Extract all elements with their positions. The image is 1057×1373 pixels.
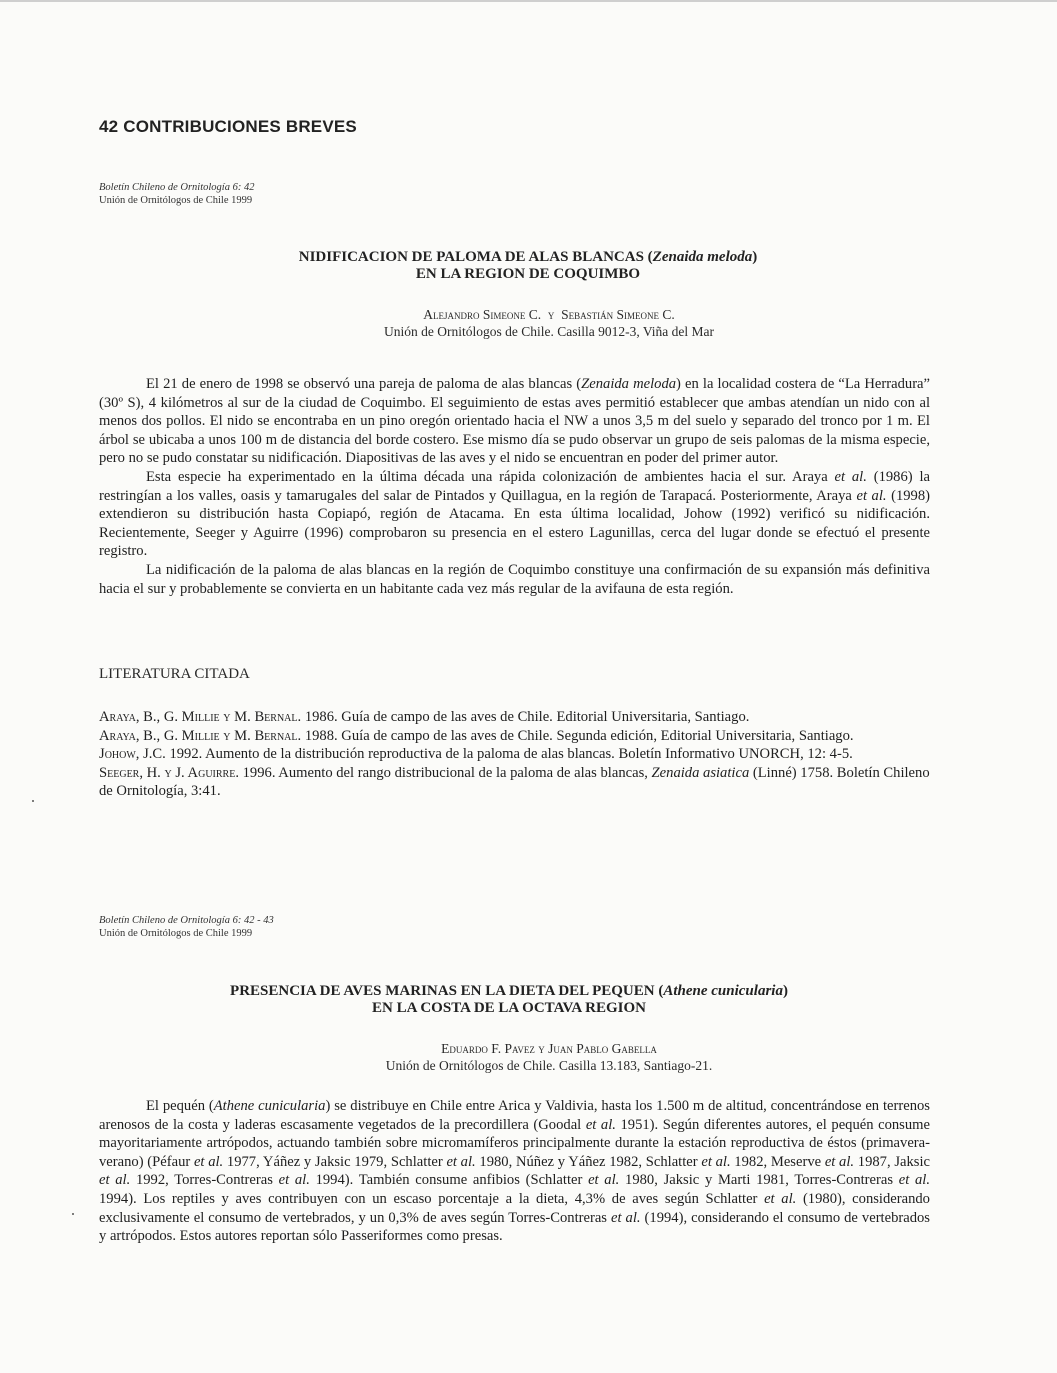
t: F. xyxy=(487,1041,505,1056)
t: raya xyxy=(109,709,136,725)
article1-paragraph-1 xyxy=(99,375,930,468)
article2-author-line xyxy=(120,1040,978,1057)
t: M. xyxy=(230,727,255,744)
a2-sur-initial: S xyxy=(616,307,625,322)
et-al: et al. xyxy=(585,1116,616,1133)
article2-title-line1 xyxy=(80,983,938,1000)
article1-citation-org: Unión de Ornitólogos de Chile 1999 xyxy=(99,195,253,206)
t: J xyxy=(548,1041,554,1056)
t: , H. xyxy=(139,764,165,781)
t: avez y xyxy=(511,1041,545,1056)
species-name: Zenaida asiatica xyxy=(651,764,750,781)
article2-body xyxy=(99,1097,930,1246)
reference-item xyxy=(99,764,930,801)
a2-suffix: C. xyxy=(662,307,675,322)
article1-authors xyxy=(120,306,978,340)
article2-title-text: PRESENCIA DE AVES MARINAS EN LA DIETA DEL PEQUEN ( xyxy=(230,983,664,999)
t: abella xyxy=(621,1041,657,1056)
t: ohow xyxy=(104,746,136,763)
t: y xyxy=(164,764,172,781)
article2-authors xyxy=(120,1040,978,1074)
t: 1980, Jaksic y Marti 1981, Torres-Contreras xyxy=(619,1172,899,1189)
t: . 1986. Guía de campo de las aves de Chile. Editorial Universitaria, Santiago. xyxy=(297,709,750,725)
t: , B., G. xyxy=(135,709,182,725)
t: ablo xyxy=(583,1041,609,1056)
a2-rest: ebastián xyxy=(568,307,614,322)
t: J xyxy=(99,746,105,763)
article1-title-species: Zenaida meloda xyxy=(652,249,753,265)
t: 1987, Jaksic xyxy=(854,1153,930,1170)
t: B xyxy=(254,727,265,744)
t: , J.C. 1992. Aumento de la distribución reproductiva de la paloma de alas blancas. Boletín Informativo UNORCH, 12: 4-5. xyxy=(135,746,853,763)
article1-author-line xyxy=(120,306,978,323)
t: 1992, Torres-Contreras xyxy=(130,1172,279,1189)
reference-list xyxy=(99,708,930,801)
t: . 1988. Guía de campo de las aves de Chile. Segunda edición, Editorial Universitaria, Santiago. xyxy=(297,727,854,744)
t: 1982, Meserve xyxy=(730,1153,825,1170)
t: P xyxy=(504,1041,512,1056)
t: 1994). También consume anfibios (Schlatter xyxy=(309,1172,589,1189)
t: E xyxy=(441,1041,450,1056)
et-al: et al. xyxy=(99,1172,131,1189)
t: M xyxy=(181,709,195,725)
t: illie y xyxy=(194,709,231,725)
article2-paragraph-1 xyxy=(99,1097,930,1246)
t: 1994). Los reptiles y aves contribuyen con un escaso porcentaje a la dieta, 4,3% de aves según Schlatter xyxy=(99,1190,765,1207)
article2-title xyxy=(80,983,938,1017)
article1-body xyxy=(99,375,930,598)
article2-citation-org: Unión de Ornitólogos de Chile 1999 xyxy=(99,928,253,939)
a1-initial: A xyxy=(423,307,433,322)
t: (1980), considerando exclusivamente el consumo de vertebrados, y un 0,3% de aves según Torres-Contreras xyxy=(99,1190,930,1226)
t: (Linné) 1758. Boletín Chileno de Ornitología, 3:41. xyxy=(99,764,930,800)
article1-paragraph-2 xyxy=(99,468,930,561)
article1-citation xyxy=(99,181,254,207)
t: 1951). Según diferentes autores, el pequén consume mayoritariamente artrópodos, actuando también sobre micromamíferos principalmente durante la estación reproductiva de éstos (primavera-verano) (Péfaur xyxy=(99,1116,930,1170)
a1-sur-rest: imeone xyxy=(490,307,526,322)
et-al: et al. xyxy=(856,487,887,504)
article2-title-species: Athene cunicularia xyxy=(663,983,783,999)
article1-affiliation: Unión de Ornitólogos de Chile. Casilla 9012-3, Viña del Mar xyxy=(383,324,715,339)
t: ) se distribuye en Chile entre Arica y Valdivia, hasta los 1.500 m de altitud, concentrándose en terrenos arenosos de la costa y laderas escasamente vegetados de la precordillera (Goodal xyxy=(99,1098,930,1133)
t: A xyxy=(187,764,199,781)
a1-suffix: C. xyxy=(528,307,542,322)
t: El pequén ( xyxy=(146,1098,214,1114)
t: J. xyxy=(171,764,188,781)
text: (1986) la restringían a los valles, oasis y tamarugales del salar de Pintados y Quillagua, en la región de Tarapacá. Posteriormente, Araya xyxy=(99,468,930,504)
t: . 1996. Aumento del rango distribucional de la paloma de alas blancas, xyxy=(235,764,652,781)
scan-speck xyxy=(72,1213,74,1215)
article1-title-line1 xyxy=(99,249,957,266)
article1-paragraph-3: La nidificación de la paloma de alas blancas en la región de Coquimbo constituye una confirmación de su expansión más definitiva hacia el sur y probablemente se convierta en un habitante cada vez más regular de la avifauna de esta región. xyxy=(99,561,930,597)
a1-sep: y xyxy=(547,307,555,322)
article1-title-line2: EN LA REGION DE COQUIMBO xyxy=(415,266,641,282)
article2-citation xyxy=(99,914,274,940)
article1-title xyxy=(99,249,957,283)
article2-citation-journal: Boletín Chileno de Ornitología 6: 42 - 43 xyxy=(99,915,274,926)
species-name: Zenaida meloda xyxy=(581,376,677,392)
article1-citation-journal: Boletín Chileno de Ornitología 6: 42 xyxy=(99,182,255,193)
t: uan xyxy=(553,1041,573,1056)
article1-title-text: NIDIFICACION DE PALOMA DE ALAS BLANCAS ( xyxy=(298,249,653,265)
t: duardo xyxy=(449,1041,488,1056)
t: A xyxy=(99,709,110,725)
t: eeger xyxy=(107,764,140,781)
et-al: et al. xyxy=(834,468,867,485)
t: S xyxy=(99,764,108,781)
t: B xyxy=(254,709,265,725)
text: ) en la localidad costera de “La Herradura” (30º S), 4 kilómetros al sur de la ciudad de Coquimbo. El seguimiento de estas aves permitió establecer que ambas atendían un nido con al menos dos pollos. El nido se encontraba en un pino oregón orientado hacia el NW a unos 3,5 m del suelo y separado del tronco por 1 m. El árbol se ubicaba a unos 100 m de distancia del borde costero. Ese mismo día se pudo observar un grupo de seis palomas de la misma especie, pero no se pudo constatar su nidificación. Diapositivas de las aves y el nido se encuentran en poder del primer autor. xyxy=(99,376,931,467)
et-al: et al. xyxy=(193,1153,224,1170)
t: A xyxy=(99,727,110,744)
et-al: et al. xyxy=(278,1172,310,1189)
t: 1977, Yáñez y Jaksic 1979, Schlatter xyxy=(223,1153,447,1170)
et-al: et al. xyxy=(446,1153,476,1170)
reference-item xyxy=(99,727,930,746)
et-al: et al. xyxy=(898,1172,931,1189)
article2-title-line2: EN LA COSTA DE LA OCTAVA REGION xyxy=(372,1000,646,1016)
t: , B., G. xyxy=(135,727,182,744)
t: (1994), considerando el consumo de vertebrados y artrópodos. Estos autores reportan sólo Passeriformes como presas. xyxy=(99,1209,930,1245)
et-al: et al. xyxy=(588,1172,620,1189)
article2-affiliation: Unión de Ornitólogos de Chile. Casilla 13.183, Santiago-21. xyxy=(385,1058,713,1073)
text: Esta especie ha experimentado en la última década una rápida colonización de ambientes hacia el sur. Araya xyxy=(146,468,835,485)
text: El 21 de enero de 1998 se observó una pareja de paloma de alas blancas ( xyxy=(146,376,582,392)
scan-speck xyxy=(32,800,34,802)
reference-item xyxy=(99,745,930,764)
literature-heading: LITERATURA CITADA xyxy=(99,666,250,682)
t: 1980, Núñez y Yáñez 1982, Schlatter xyxy=(475,1153,702,1170)
t: P xyxy=(576,1041,584,1056)
a2-initial: S xyxy=(561,307,569,322)
text: (1998) extendieron su distribución hasta Copiapó, región de Atacama. En esta última localidad, Johow (1992) verificó su nidificación. Recientemente, Seeger y Aguirre (1996) comprobaron su presencia en el estero Lagunillas, cerca del lugar donde se efectuó el presente registro. xyxy=(99,487,930,560)
article2-title-close: ) xyxy=(782,983,788,999)
reference-item xyxy=(99,708,930,727)
a1-rest: lejandro xyxy=(432,307,480,322)
t: G xyxy=(611,1041,622,1056)
scan-top-edge xyxy=(0,0,1057,2)
page-header: 42 CONTRIBUCIONES BREVES xyxy=(99,117,357,136)
species-name: Athene cunicularia xyxy=(213,1098,326,1114)
t: ernal xyxy=(264,709,298,725)
et-al: et al. xyxy=(764,1190,797,1207)
a1-sur-initial: S xyxy=(482,307,491,322)
a2-sur-rest: imeone xyxy=(624,307,660,322)
t: M. xyxy=(230,709,255,725)
t: illie y xyxy=(194,727,231,744)
et-al: et al. xyxy=(610,1209,641,1226)
t: raya xyxy=(109,727,136,744)
t: ernal xyxy=(264,727,298,744)
article1-title-close: ) xyxy=(752,249,758,265)
t: M xyxy=(181,727,195,744)
et-al: et al. xyxy=(701,1153,731,1170)
t: guirre xyxy=(198,764,236,781)
et-al: et al. xyxy=(824,1153,855,1170)
